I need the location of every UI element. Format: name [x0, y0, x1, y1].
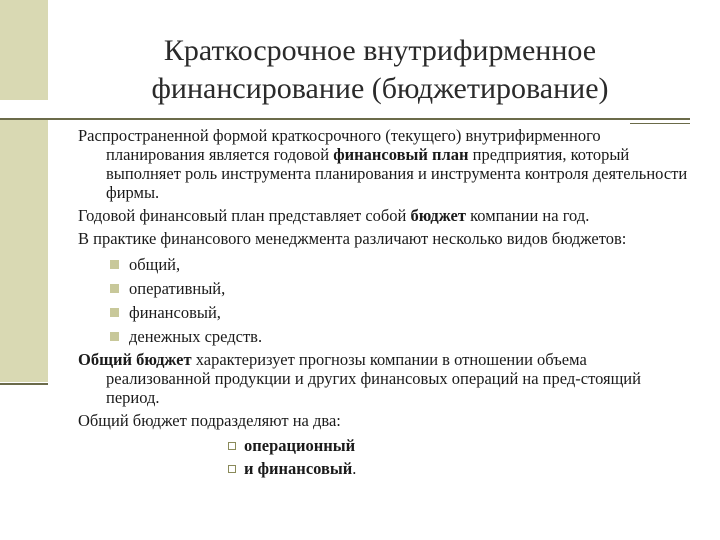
subdivision-list [78, 434, 690, 480]
hollow-square-bullet-icon [228, 465, 236, 473]
budget-types-list [78, 252, 690, 348]
side-divider [0, 383, 48, 385]
bold-term: Общий бюджет [78, 350, 192, 369]
square-bullet-icon [110, 308, 119, 317]
title-line-1: Краткосрочное внутрифирменное [163, 34, 597, 67]
text-run: Годовой финансовый план представляет собой [78, 206, 411, 225]
square-bullet-icon [110, 332, 119, 341]
square-bullet-icon [110, 284, 119, 293]
decor-bar-top [0, 0, 48, 100]
text-run: предприятия, который выполняет роль инструмента планирования и инструмента контроля деятельности фирмы. [106, 145, 688, 202]
paragraph-budget [78, 206, 690, 225]
paragraph-general-budget [78, 350, 690, 407]
list-item: финансовый, [110, 300, 690, 324]
slide-title [80, 32, 680, 108]
title-divider [0, 118, 690, 120]
square-bullet-icon [110, 260, 119, 269]
text-run: характеризует прогнозы компании в отношении объема реализованной продукции и других финансовых операций на пред-стоящий период. [106, 350, 641, 407]
text-run: Распространенной формой краткосрочного (текущего) внутрифирменного планирования является годовой [78, 126, 601, 164]
bold-term: финансовый план [333, 145, 469, 164]
text-run: компании на год. [465, 206, 590, 225]
list-item: общий, [110, 252, 690, 276]
paragraph-budget-types: В практике финансового менеджмента различают несколько видов бюджетов: [78, 229, 627, 248]
decor-bar-bottom [0, 120, 48, 382]
paragraph-financial-plan [78, 126, 690, 202]
slide-body [78, 126, 690, 480]
title-divider-accent [630, 123, 690, 124]
list-item: денежных средств. [110, 324, 690, 348]
list-item: операционный [228, 434, 690, 457]
list-item: и финансовый . [228, 457, 690, 480]
paragraph-subdivision: Общий бюджет подразделяют на два: [78, 411, 341, 430]
list-item: оперативный, [110, 276, 690, 300]
bold-term: бюджет [410, 206, 466, 225]
hollow-square-bullet-icon [228, 442, 236, 450]
title-line-2: финансирование (бюджетирование) [151, 72, 609, 105]
